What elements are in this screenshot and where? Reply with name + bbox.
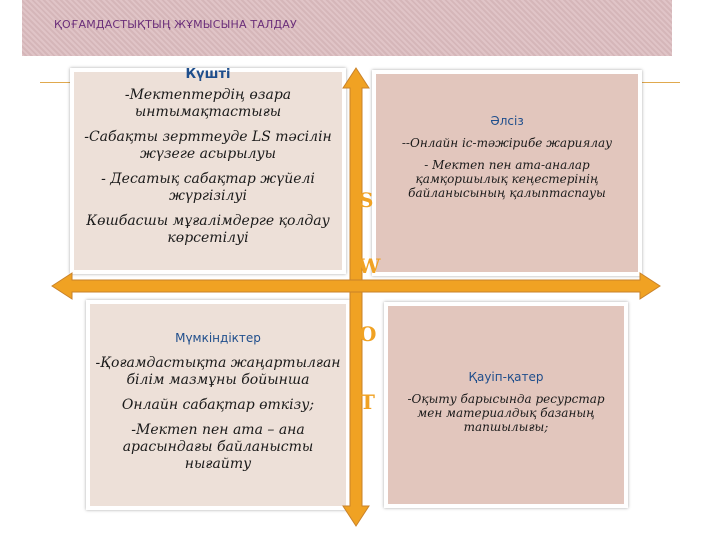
swot-letter-o: O xyxy=(359,322,377,346)
swot-letter-w: W xyxy=(358,254,381,278)
vertical-double-arrow xyxy=(343,68,369,526)
threats-item: -Оқыту барысында ресурстар мен материалдық базаның тапшылығы; xyxy=(407,392,605,434)
weaknesses-item: - Мектеп пен ата-аналар қамқоршылық кеңестерінің байланысының қалыптаспауы xyxy=(408,158,606,200)
opportunities-item: Онлайн сабақтар өткізу; xyxy=(121,397,315,413)
strengths-item: - Десатық сабақтар жүйелі жүргізілуі xyxy=(101,171,315,204)
strengths-heading: Күшті xyxy=(185,67,231,82)
opportunities-item: -Қоғамдастықта жаңартылған білім мазмұны бойынша xyxy=(95,355,341,388)
opportunities-heading: Мүмкіндіктер xyxy=(175,331,261,345)
opportunities-item: -Мектеп пен ата – ана арасындағы байланысты нығайту xyxy=(122,422,314,472)
strengths-item: -Мектептердің өзара ынтымақтастығы xyxy=(124,87,292,120)
weaknesses-item: --Онлайн іс-тәжірибе жариялау xyxy=(401,136,613,150)
swot-letter-t: T xyxy=(360,390,375,414)
strengths-item: Көшбасшы мұғалімдерге қолдау көрсетілуі xyxy=(86,213,330,246)
strengths-item: -Сабақты зерттеуде LS тәсілін жүзеге асырылуы xyxy=(84,129,332,162)
threats-heading: Қауіп-қатер xyxy=(468,370,544,384)
swot-letter-s: S xyxy=(359,188,374,212)
weaknesses-heading: Әлсіз xyxy=(490,114,524,128)
page-title: ҚОҒАМДАСТЫҚТЫҢ ЖҰМЫСЫНА ТАЛДАУ xyxy=(54,18,297,31)
